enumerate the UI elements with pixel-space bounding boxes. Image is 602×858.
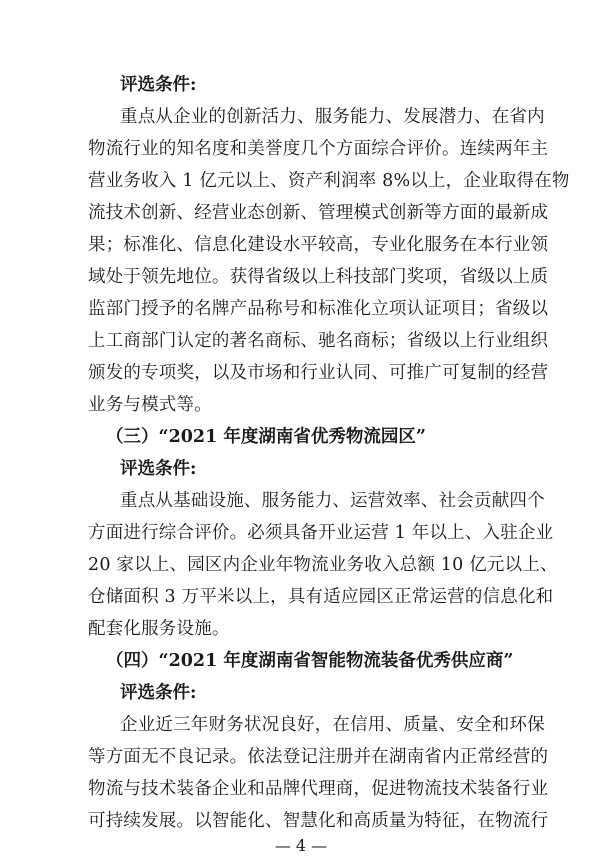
paragraph-line: 企业近三年财务状况良好，在信用、质量、安全和环保: [120, 715, 545, 735]
paragraph-line: 重点从企业的创新活力、服务能力、发展潜力、在省内: [120, 107, 545, 127]
paragraph-line: 监部门授予的名牌产品称号和标准化立项认证项目；省级以: [88, 299, 549, 319]
paragraph-line: 流技术创新、经营业态创新、管理模式创新等方面的最新成: [88, 203, 549, 223]
paragraph-line: 域处于领先地位。获得省级以上科技部门奖项，省级以上质: [88, 267, 549, 287]
paragraph-line: 20 家以上、园区内企业年物流业务收入总额 10 亿元以上、: [88, 555, 558, 575]
criteria-heading: 评选条件:: [120, 459, 197, 479]
paragraph-line: 物流与技术装备企业和品牌代理商，促进物流技术装备行业: [88, 779, 549, 799]
paragraph-line: 业务与模式等。: [88, 395, 212, 415]
paragraph-line: 方面进行综合评价。必须具备开业运营 1 年以上、入驻企业: [88, 523, 554, 543]
paragraph-line: 可持续发展。以智能化、智慧化和高质量为特征，在物流行: [88, 811, 549, 831]
paragraph-line: 仓储面积 3 万平米以上，具有适应园区正常运营的信息化和: [88, 587, 554, 607]
paragraph-line: 颁发的专项奖，以及市场和行业认同、可推广可复制的经营: [88, 363, 549, 383]
paragraph-line: 等方面无不良记录。依法登记注册并在湖南省内正常经营的: [88, 747, 549, 767]
page-number: — 4 —: [274, 836, 328, 855]
section-title: （三）“2021 年度湖南省优秀物流园区”: [106, 427, 426, 447]
paragraph-line: 配套化服务设施。: [88, 619, 230, 639]
paragraph-line: 果；标准化、信息化建设水平较高，专业化服务在本行业领: [88, 235, 549, 255]
criteria-heading: 评选条件:: [120, 75, 197, 95]
paragraph-line: 营业务收入 1 亿元以上、资产利润率 8%以上，企业取得在物: [88, 171, 570, 191]
paragraph-line: 重点从基础设施、服务能力、运营效率、社会贡献四个: [120, 491, 545, 511]
section-title: （四）“2021 年度湖南省智能物流装备优秀供应商”: [106, 651, 514, 671]
paragraph-line: 上工商部门认定的著名商标、驰名商标；省级以上行业组织: [88, 331, 549, 351]
criteria-heading: 评选条件:: [120, 683, 197, 703]
paragraph-line: 物流行业的知名度和美誉度几个方面综合评价。连续两年主: [88, 139, 549, 159]
